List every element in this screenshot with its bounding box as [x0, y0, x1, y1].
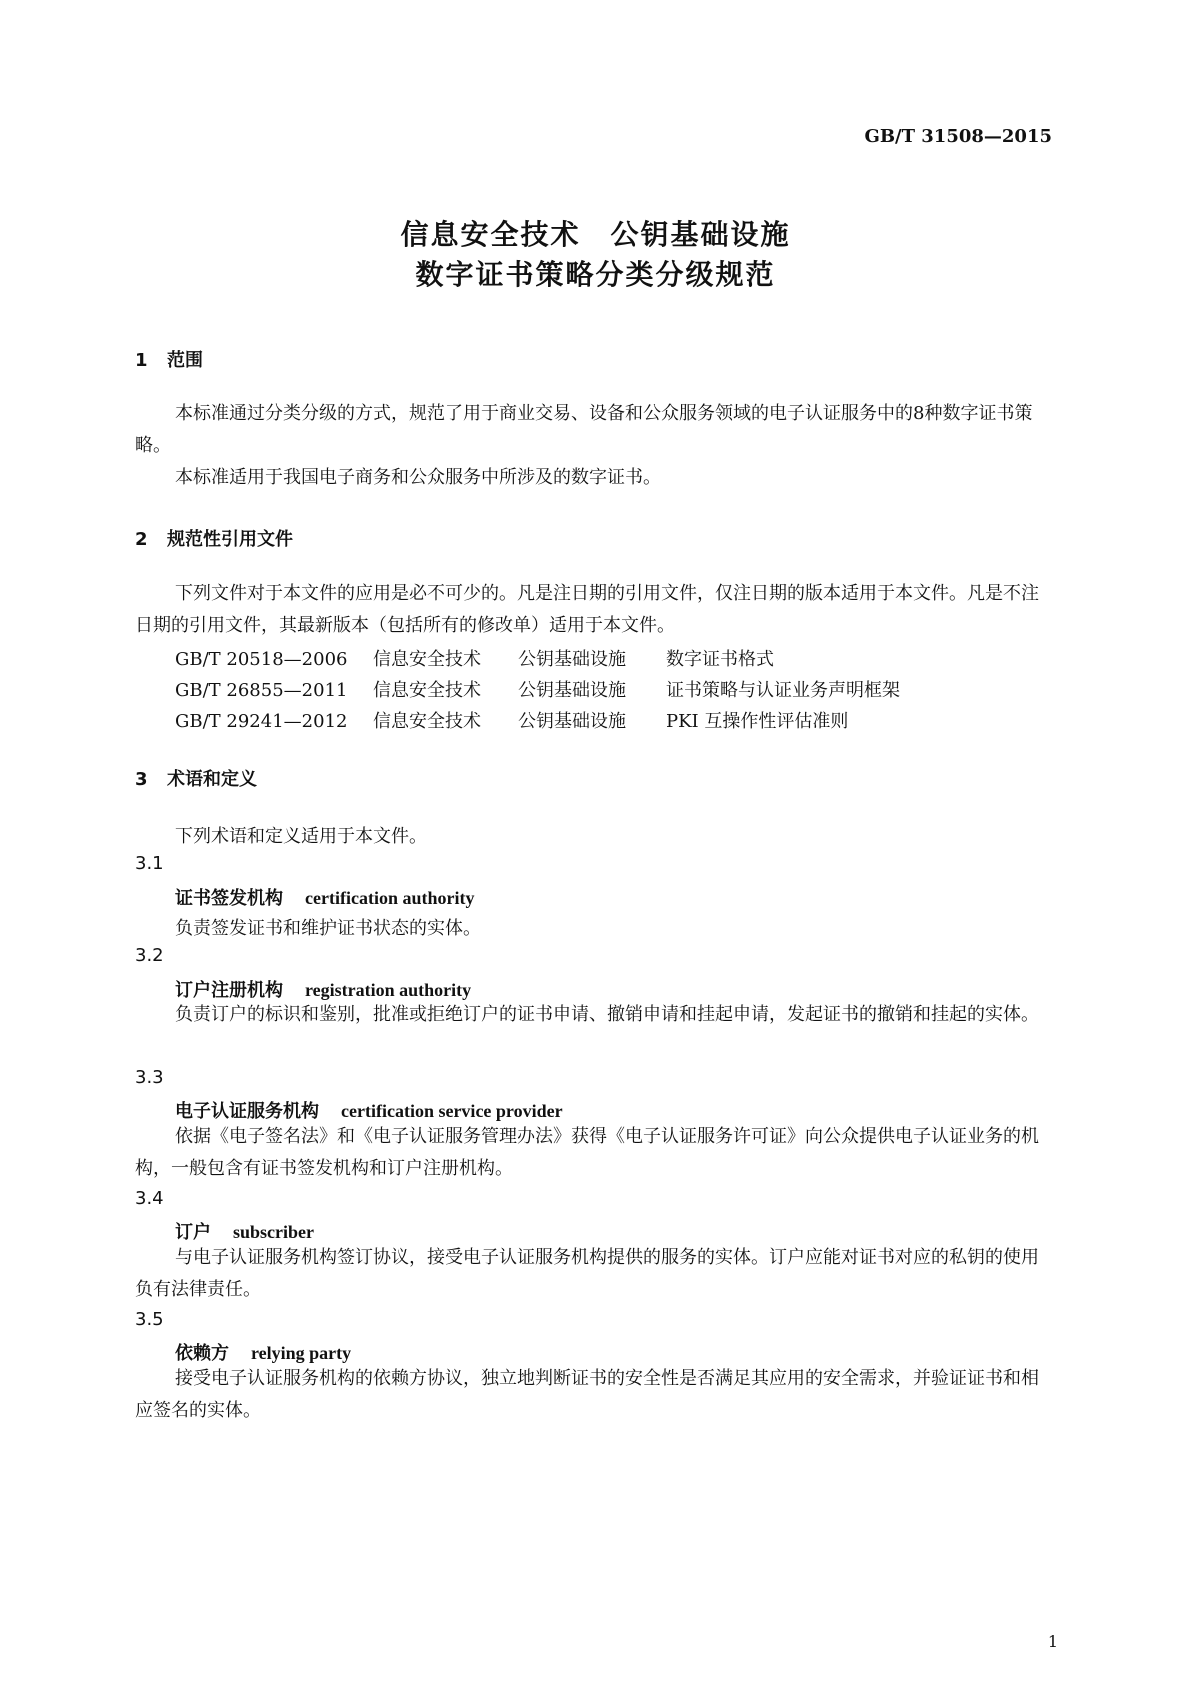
reference-title-part: 信息安全技术: [373, 680, 481, 701]
term-heading: [175, 1339, 351, 1365]
section-title: 范围: [167, 350, 203, 371]
paragraph: 本标准通过分类分级的方式，规范了用于商业交易、设备和公众服务领域的电子认证服务中的8种数字证书策略。: [135, 403, 1033, 456]
term-heading: [175, 1097, 563, 1123]
section-heading: [135, 765, 257, 791]
reference-title-part: 证书策略与认证业务声明框架: [666, 680, 900, 701]
term-heading: [175, 884, 474, 910]
term-number: 3.2: [135, 945, 164, 966]
reference-item: [175, 676, 900, 702]
reference-code: GB/T 20518—2006: [175, 649, 348, 670]
reference-code: GB/T 29241—2012: [175, 711, 348, 732]
page-number: 1: [1047, 1632, 1058, 1651]
term-definition: 与电子认证服务机构签订协议，接受电子认证服务机构提供的服务的实体。订户应能对证书对应的私钥的使用负有法律责任。: [135, 1247, 1039, 1300]
term-chinese: 电子认证服务机构: [175, 1101, 319, 1122]
section-heading: [135, 525, 293, 551]
reference-title-part: 公钥基础设施: [518, 649, 626, 670]
term-definition: 接受电子认证服务机构的依赖方协议，独立地判断证书的安全性是否满足其应用的安全需求，并验证证书和相应签名的实体。: [135, 1368, 1039, 1421]
reference-item: [175, 707, 848, 733]
term-english: certification service provider: [341, 1101, 563, 1121]
term-chinese: 订户注册机构: [175, 980, 283, 1001]
section-heading: [135, 346, 203, 372]
intro-text: 下列术语和定义适用于本文件。: [175, 826, 427, 847]
section-number: 3: [135, 769, 148, 790]
reference-title-part: 公钥基础设施: [518, 711, 626, 732]
document-code: GB/T 31508—2015: [864, 126, 1052, 147]
term-number: 3.5: [135, 1309, 164, 1330]
title-line-2: 数字证书策略分类分级规范: [415, 258, 776, 291]
reference-code: GB/T 26855—2011: [175, 680, 348, 701]
reference-title-part: 信息安全技术: [373, 711, 481, 732]
term-chinese: 证书签发机构: [175, 888, 283, 909]
section-title: 术语和定义: [167, 769, 257, 790]
paragraph: 本标准适用于我国电子商务和公众服务中所涉及的数字证书。: [175, 467, 661, 488]
section-title: 规范性引用文件: [167, 529, 293, 550]
term-chinese: 订户: [175, 1222, 211, 1243]
term-english: relying party: [251, 1343, 352, 1363]
term-number: 3.1: [135, 853, 164, 874]
reference-item: [175, 645, 774, 671]
term-definition: 依据《电子签名法》和《电子认证服务管理办法》获得《电子认证服务许可证》向公众提供电子认证业务的机构，一般包含有证书签发机构和订户注册机构。: [135, 1126, 1039, 1179]
term-heading: [175, 1218, 314, 1244]
reference-title-part: 公钥基础设施: [518, 680, 626, 701]
reference-title-part: 信息安全技术: [373, 649, 481, 670]
reference-title-part: PKI 互操作性评估准则: [666, 711, 849, 732]
section-number: 2: [135, 529, 148, 550]
term-number: 3.3: [135, 1067, 164, 1088]
term-chinese: 依赖方: [175, 1343, 229, 1364]
reference-title-part: 数字证书格式: [666, 649, 774, 670]
term-number: 3.4: [135, 1188, 164, 1209]
term-english: subscriber: [233, 1222, 314, 1242]
title-line-1: 信息安全技术 公钥基础设施: [400, 218, 791, 251]
term-definition: 负责订户的标识和鉴别，批准或拒绝订户的证书申请、撤销申请和挂起申请，发起证书的撤销和挂起的实体。: [175, 1004, 1039, 1025]
term-english: registration authority: [305, 980, 472, 1000]
term-definition: 负责签发证书和维护证书状态的实体。: [175, 918, 481, 939]
section-number: 1: [135, 350, 148, 371]
term-english: certification authority: [305, 888, 475, 908]
paragraph: 下列文件对于本文件的应用是必不可少的。凡是注日期的引用文件，仅注日期的版本适用于本文件。凡是不注日期的引用文件，其最新版本（包括所有的修改单）适用于本文件。: [135, 583, 1039, 636]
